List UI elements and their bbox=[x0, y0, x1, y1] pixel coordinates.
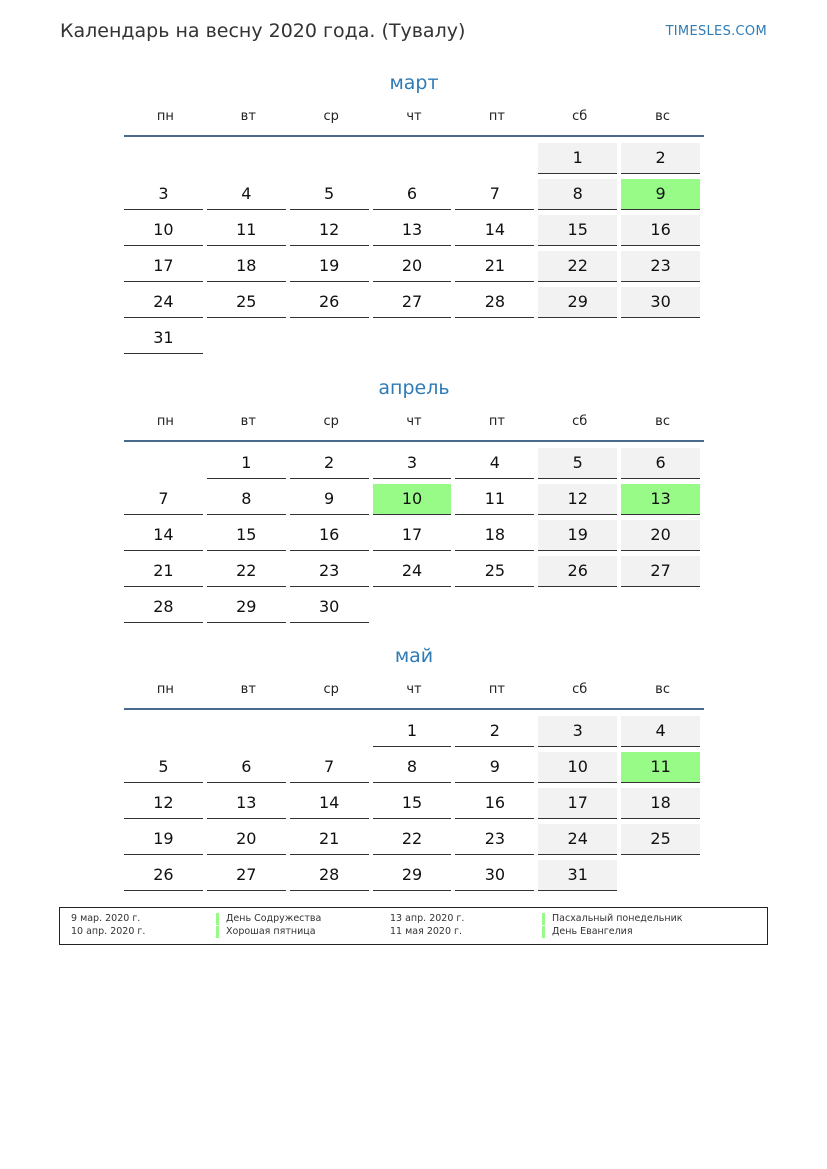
day-cell: 31 bbox=[124, 323, 203, 354]
day-cell: 19 bbox=[124, 824, 203, 855]
legend-date: 9 мар. 2020 г. bbox=[71, 913, 141, 924]
day-cell: 12 bbox=[538, 484, 617, 515]
day-cell: 31 bbox=[538, 860, 617, 891]
day-cell: 2 bbox=[455, 716, 534, 747]
day-cell: 19 bbox=[290, 251, 369, 282]
day-cell: 14 bbox=[124, 520, 203, 551]
day-cell: 9 bbox=[290, 484, 369, 515]
day-cell: 16 bbox=[455, 788, 534, 819]
day-cell: 30 bbox=[621, 287, 700, 318]
weekday-label: чт bbox=[406, 108, 422, 124]
weekday-label: пт bbox=[488, 108, 505, 124]
weekday-label: ср bbox=[323, 108, 339, 124]
day-cell: 1 bbox=[538, 143, 617, 174]
day-cell: 18 bbox=[455, 520, 534, 551]
day-cell: 23 bbox=[290, 556, 369, 587]
brand-link[interactable]: TIMESLES.COM bbox=[665, 24, 767, 39]
empty-cell bbox=[124, 143, 203, 173]
month-name: май bbox=[394, 645, 434, 667]
day-cell: 8 bbox=[373, 752, 452, 783]
day-cell: 10 bbox=[124, 215, 203, 246]
weekday-label: вс bbox=[655, 413, 670, 429]
week-row bbox=[124, 556, 704, 592]
day-cell: 27 bbox=[373, 287, 452, 318]
day-cell: 29 bbox=[373, 860, 452, 891]
week-row bbox=[124, 179, 704, 215]
day-cell: 12 bbox=[290, 215, 369, 246]
week-row bbox=[124, 215, 704, 251]
day-cell: 21 bbox=[124, 556, 203, 587]
day-cell: 6 bbox=[207, 752, 286, 783]
weekday-label: вт bbox=[240, 681, 256, 697]
day-cell: 16 bbox=[290, 520, 369, 551]
day-cell: 14 bbox=[290, 788, 369, 819]
empty-cell bbox=[373, 323, 452, 353]
month-calendar bbox=[124, 69, 704, 359]
day-cell: 30 bbox=[290, 592, 369, 623]
weekday-label: сб bbox=[572, 413, 588, 429]
weekday-label: пн bbox=[156, 108, 174, 124]
day-cell: 10 bbox=[538, 752, 617, 783]
day-cell: 14 bbox=[455, 215, 534, 246]
day-cell: 15 bbox=[373, 788, 452, 819]
month-name: апрель bbox=[378, 377, 450, 399]
weekday-label: ср bbox=[323, 681, 339, 697]
empty-cell bbox=[124, 716, 203, 746]
empty-cell bbox=[621, 860, 700, 890]
day-cell: 1 bbox=[207, 448, 286, 479]
day-cell: 6 bbox=[373, 179, 452, 210]
holiday-day-cell: 11 bbox=[621, 752, 700, 783]
day-cell: 15 bbox=[207, 520, 286, 551]
weekday-header bbox=[124, 402, 704, 442]
week-row bbox=[124, 788, 704, 824]
day-cell: 4 bbox=[621, 716, 700, 747]
day-cell: 27 bbox=[207, 860, 286, 891]
day-cell: 27 bbox=[621, 556, 700, 587]
week-row bbox=[124, 143, 704, 179]
week-row bbox=[124, 287, 704, 323]
day-cell: 16 bbox=[621, 215, 700, 246]
legend-date: 11 мая 2020 г. bbox=[390, 926, 463, 937]
week-row bbox=[124, 448, 704, 484]
day-cell: 3 bbox=[538, 716, 617, 747]
day-cell: 30 bbox=[455, 860, 534, 891]
day-cell: 28 bbox=[290, 860, 369, 891]
empty-cell bbox=[290, 323, 369, 353]
day-cell: 3 bbox=[124, 179, 203, 210]
weekday-header bbox=[124, 670, 704, 710]
day-cell: 13 bbox=[373, 215, 452, 246]
day-cell: 1 bbox=[373, 716, 452, 747]
day-cell: 24 bbox=[373, 556, 452, 587]
day-cell: 20 bbox=[621, 520, 700, 551]
empty-cell bbox=[290, 143, 369, 173]
day-cell: 18 bbox=[207, 251, 286, 282]
weekday-label: сб bbox=[572, 681, 588, 697]
week-row bbox=[124, 484, 704, 520]
empty-cell bbox=[207, 143, 286, 173]
day-cell: 5 bbox=[290, 179, 369, 210]
day-cell: 24 bbox=[124, 287, 203, 318]
day-cell: 8 bbox=[538, 179, 617, 210]
weekday-label: ср bbox=[323, 413, 339, 429]
day-cell: 23 bbox=[455, 824, 534, 855]
day-cell: 28 bbox=[455, 287, 534, 318]
day-cell: 4 bbox=[455, 448, 534, 479]
week-row bbox=[124, 520, 704, 556]
day-cell: 26 bbox=[290, 287, 369, 318]
day-cell: 24 bbox=[538, 824, 617, 855]
empty-cell bbox=[455, 592, 534, 622]
weekday-label: чт bbox=[406, 413, 422, 429]
weekday-header bbox=[124, 97, 704, 137]
weekday-label: пт bbox=[488, 681, 505, 697]
month-name: март bbox=[389, 72, 439, 94]
empty-cell bbox=[621, 592, 700, 622]
weekday-label: чт bbox=[406, 681, 422, 697]
week-row bbox=[124, 592, 704, 628]
weekday-label: пт bbox=[488, 413, 505, 429]
day-cell: 7 bbox=[124, 484, 203, 515]
day-cell: 29 bbox=[207, 592, 286, 623]
day-cell: 26 bbox=[124, 860, 203, 891]
day-cell: 25 bbox=[455, 556, 534, 587]
day-cell: 4 bbox=[207, 179, 286, 210]
day-cell: 7 bbox=[290, 752, 369, 783]
empty-cell bbox=[373, 143, 452, 173]
empty-cell bbox=[207, 716, 286, 746]
day-cell: 3 bbox=[373, 448, 452, 479]
day-cell: 5 bbox=[538, 448, 617, 479]
holiday-day-cell: 9 bbox=[621, 179, 700, 210]
empty-cell bbox=[538, 323, 617, 353]
empty-cell bbox=[455, 323, 534, 353]
legend-date: 10 апр. 2020 г. bbox=[71, 926, 146, 937]
day-cell: 28 bbox=[124, 592, 203, 623]
empty-cell bbox=[290, 716, 369, 746]
weekday-label: сб bbox=[572, 108, 588, 124]
legend-date: 13 апр. 2020 г. bbox=[390, 913, 465, 924]
week-row bbox=[124, 716, 704, 752]
weekday-label: вт bbox=[240, 108, 256, 124]
day-cell: 21 bbox=[290, 824, 369, 855]
empty-cell bbox=[124, 448, 203, 478]
weekday-label: пн bbox=[156, 413, 174, 429]
day-cell: 7 bbox=[455, 179, 534, 210]
weekday-label: пн bbox=[156, 681, 174, 697]
holiday-day-cell: 10 bbox=[373, 484, 452, 515]
day-cell: 29 bbox=[538, 287, 617, 318]
day-cell: 25 bbox=[621, 824, 700, 855]
empty-cell bbox=[538, 592, 617, 622]
day-cell: 11 bbox=[455, 484, 534, 515]
holiday-legend bbox=[59, 907, 768, 945]
day-cell: 17 bbox=[373, 520, 452, 551]
weekday-label: вс bbox=[655, 108, 670, 124]
week-row bbox=[124, 860, 704, 896]
holiday-day-cell: 13 bbox=[621, 484, 700, 515]
day-cell: 26 bbox=[538, 556, 617, 587]
legend-holiday-name: День Содружества bbox=[216, 913, 321, 925]
day-cell: 6 bbox=[621, 448, 700, 479]
day-cell: 12 bbox=[124, 788, 203, 819]
month-calendar bbox=[124, 642, 704, 896]
empty-cell bbox=[621, 323, 700, 353]
legend-holiday-name: Пасхальный понедельник bbox=[542, 913, 683, 925]
day-cell: 22 bbox=[538, 251, 617, 282]
day-cell: 23 bbox=[621, 251, 700, 282]
day-cell: 2 bbox=[621, 143, 700, 174]
legend-holiday-name: Хорошая пятница bbox=[216, 926, 316, 938]
day-cell: 19 bbox=[538, 520, 617, 551]
day-cell: 25 bbox=[207, 287, 286, 318]
day-cell: 17 bbox=[124, 251, 203, 282]
empty-cell bbox=[373, 592, 452, 622]
month-calendar bbox=[124, 374, 704, 628]
day-cell: 21 bbox=[455, 251, 534, 282]
week-row bbox=[124, 752, 704, 788]
day-cell: 17 bbox=[538, 788, 617, 819]
day-cell: 2 bbox=[290, 448, 369, 479]
day-cell: 20 bbox=[207, 824, 286, 855]
day-cell: 20 bbox=[373, 251, 452, 282]
week-row bbox=[124, 824, 704, 860]
weekday-label: вт bbox=[240, 413, 256, 429]
empty-cell bbox=[207, 323, 286, 353]
week-row bbox=[124, 251, 704, 287]
day-cell: 18 bbox=[621, 788, 700, 819]
day-cell: 22 bbox=[207, 556, 286, 587]
day-cell: 11 bbox=[207, 215, 286, 246]
empty-cell bbox=[455, 143, 534, 173]
day-cell: 8 bbox=[207, 484, 286, 515]
day-cell: 13 bbox=[207, 788, 286, 819]
day-cell: 9 bbox=[455, 752, 534, 783]
page-title: Календарь на весну 2020 года. (Тувалу) bbox=[60, 20, 466, 42]
week-row bbox=[124, 323, 704, 359]
day-cell: 15 bbox=[538, 215, 617, 246]
day-cell: 22 bbox=[373, 824, 452, 855]
legend-holiday-name: День Евангелия bbox=[542, 926, 633, 938]
day-cell: 5 bbox=[124, 752, 203, 783]
weekday-label: вс bbox=[655, 681, 670, 697]
